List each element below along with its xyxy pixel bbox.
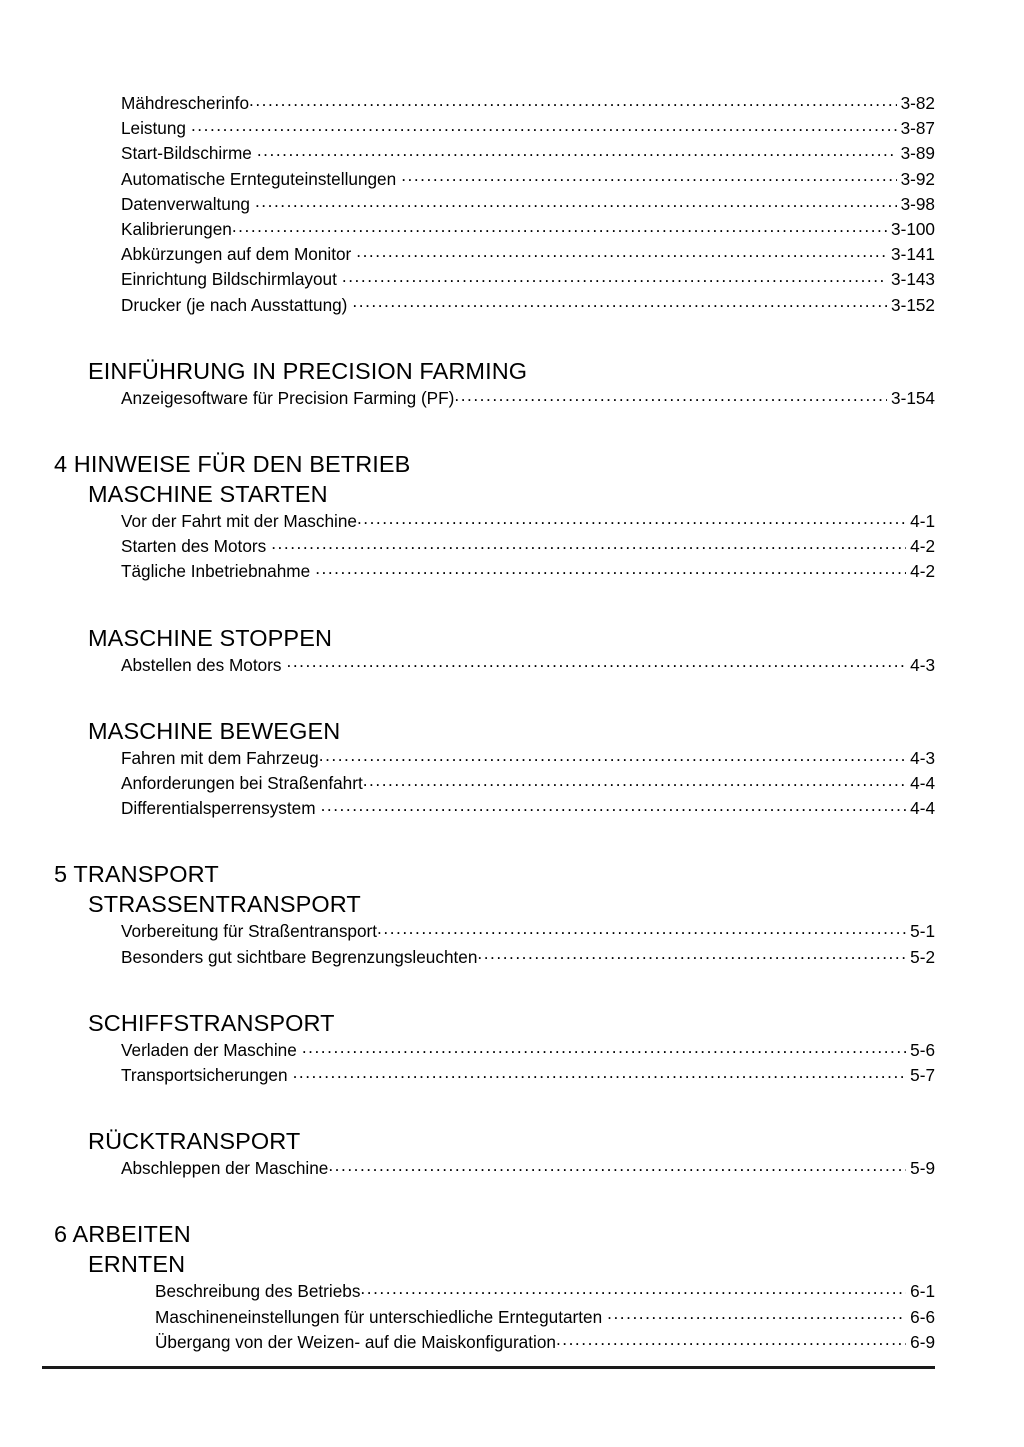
toc-entry[interactable] [0, 267, 1024, 292]
toc-entry-label: Vorbereitung für Straßentransport [121, 921, 378, 942]
section-spacer [0, 1088, 1024, 1126]
dot-leader [607, 1305, 906, 1322]
toc-entry-label: Tägliche Inbetriebnahme [121, 561, 311, 582]
dot-leader [257, 142, 897, 159]
section-spacer [0, 970, 1024, 1008]
toc-page-number: 3-143 [891, 269, 935, 290]
toc-entry[interactable] [0, 796, 1024, 821]
toc-entry-label: Automatische Ernteguteinstellungen [121, 168, 397, 189]
toc-entry[interactable] [0, 746, 1024, 771]
toc-entry-label: Verladen der Maschine [121, 1039, 297, 1060]
toc-entry-list [0, 746, 1024, 822]
section-spacer [0, 411, 1024, 449]
toc-entry-list [0, 919, 1024, 969]
toc-entry-label: Starten des Motors [121, 536, 267, 557]
toc-entry-list [0, 509, 1024, 585]
toc-entry-label: Start-Bildschirme [121, 143, 252, 164]
toc-entry[interactable] [0, 1063, 1024, 1088]
toc-entry[interactable] [0, 534, 1024, 559]
dot-leader [302, 1039, 906, 1056]
dot-leader [363, 772, 906, 789]
section-heading: SCHIFFSTRANSPORT [88, 1009, 335, 1036]
dot-leader [287, 653, 907, 670]
toc-entry[interactable] [0, 141, 1024, 166]
toc-entry[interactable] [0, 509, 1024, 534]
section-heading: ERNTEN [88, 1251, 186, 1278]
toc-page-number: 4-4 [910, 798, 935, 819]
toc-entry[interactable] [0, 653, 1024, 678]
section-spacer [0, 821, 1024, 859]
toc-entry-list [0, 91, 1024, 318]
toc-entry[interactable] [0, 1279, 1024, 1304]
chapter-heading: 4 HINWEISE FÜR DEN BETRIEB [54, 451, 411, 478]
dot-leader [356, 243, 887, 260]
section-heading: MASCHINE BEWEGEN [88, 717, 341, 744]
dot-leader [321, 797, 907, 814]
toc-page-number: 4-1 [910, 511, 935, 532]
toc-page-number: 3-100 [891, 219, 935, 240]
section-heading: EINFÜHRUNG IN PRECISION FARMING [88, 357, 528, 384]
toc-page-number: 3-82 [900, 93, 935, 113]
section-heading: RÜCKTRANSPORT [88, 1128, 301, 1155]
toc-entry[interactable] [0, 91, 1024, 116]
dot-leader [352, 293, 887, 310]
toc-entry[interactable] [0, 1305, 1024, 1330]
dot-leader [401, 167, 896, 184]
toc-entry-label: Abstellen des Motors [121, 654, 282, 675]
toc-page-number: 4-2 [910, 536, 935, 557]
toc-entry[interactable] [0, 1330, 1024, 1355]
toc-entry-label: Datenverwaltung [121, 193, 250, 214]
dot-leader [328, 1157, 906, 1174]
toc-page-number: 3-89 [900, 143, 935, 164]
toc-entry-label: Beschreibung des Betriebs [155, 1281, 361, 1302]
toc-entry-label: Einrichtung Bildschirmlayout [121, 269, 337, 290]
toc-entry[interactable] [0, 386, 1024, 411]
toc-page-number: 6-1 [910, 1281, 935, 1302]
toc-page-number: 4-2 [910, 561, 935, 582]
section-heading: MASCHINE STOPPEN [88, 624, 333, 651]
dot-leader [255, 193, 897, 210]
dot-leader [454, 387, 887, 404]
toc-page-number: 3-92 [900, 168, 935, 189]
toc-entry[interactable] [0, 1156, 1024, 1181]
toc-page-number: 5-7 [910, 1065, 935, 1086]
toc-entry-label: Mähdrescherinfo [121, 93, 250, 113]
section-spacer [0, 1181, 1024, 1219]
toc-page-number: 5-1 [910, 921, 935, 942]
toc-entry-list [0, 653, 1024, 678]
toc-entry-list [0, 1038, 1024, 1088]
toc-entry-label: Fahren mit dem Fahrzeug [121, 747, 319, 768]
dot-leader [319, 747, 906, 764]
toc-entry-label: Anzeigesoftware für Precision Farming (PF) [121, 387, 455, 408]
toc-entry-label: Drucker (je nach Ausstattung) [121, 294, 348, 315]
section-spacer [0, 678, 1024, 716]
toc-entry[interactable] [0, 919, 1024, 944]
dot-leader [342, 268, 887, 285]
toc-page-number: 3-98 [900, 193, 935, 214]
toc-entry[interactable] [0, 1038, 1024, 1063]
dot-leader [360, 1280, 906, 1297]
toc-page-number: 6-6 [910, 1306, 935, 1327]
toc-entry-label: Übergang von der Weizen- auf die Maiskonfiguration [155, 1331, 556, 1352]
dot-leader [271, 535, 906, 552]
toc-page-number: 5-6 [910, 1039, 935, 1060]
toc-entry[interactable] [0, 192, 1024, 217]
toc-entry[interactable] [0, 771, 1024, 796]
dot-leader [315, 560, 906, 577]
toc-entry-label: Differentialsperrensystem [121, 798, 316, 819]
toc-entry-label: Anforderungen bei Straßenfahrt [121, 773, 363, 794]
toc-page-number: 3-154 [891, 387, 935, 408]
toc-entry[interactable] [0, 945, 1024, 970]
toc-page-number: 3-141 [891, 244, 935, 265]
toc-entry-label: Transportsicherungen [121, 1065, 288, 1086]
toc-entry[interactable] [0, 242, 1024, 267]
toc-entry-label: Kalibrierungen [121, 219, 232, 240]
toc-page-number: 4-3 [910, 654, 935, 675]
dot-leader [377, 920, 906, 937]
section-heading: STRASSENTRANSPORT [88, 891, 361, 918]
toc-page-number: 4-4 [910, 773, 935, 794]
section-spacer [0, 318, 1024, 356]
toc-entry-label: Abschleppen der Maschine [121, 1158, 329, 1179]
dot-leader [232, 218, 887, 235]
dot-leader [357, 510, 906, 527]
toc-entry[interactable] [0, 217, 1024, 242]
dot-leader [293, 1064, 907, 1081]
toc-entry[interactable] [0, 167, 1024, 192]
chapter-heading: 6 ARBEITEN [54, 1221, 191, 1248]
toc-entry-label: Vor der Fahrt mit der Maschine [121, 511, 357, 532]
toc-entry-list [0, 1156, 1024, 1181]
toc-page-number: 5-9 [910, 1158, 935, 1179]
section-spacer [0, 585, 1024, 623]
toc-entry-label: Leistung [121, 118, 186, 139]
toc-entry-label: Maschineneinstellungen für unterschiedliche Erntegutarten [155, 1306, 603, 1327]
toc-entry-list [0, 1279, 1024, 1355]
section-heading: MASCHINE STARTEN [88, 481, 328, 508]
toc-page-number: 4-3 [910, 747, 935, 768]
chapter-heading: 5 TRANSPORT [54, 861, 219, 888]
toc-page-number: 5-2 [910, 946, 935, 967]
dot-leader [556, 1331, 906, 1348]
dot-leader [191, 117, 897, 134]
toc-entry[interactable] [0, 293, 1024, 318]
toc-entry-list [0, 386, 1024, 411]
footer-rule [42, 1366, 935, 1369]
toc-entry-label: Besonders gut sichtbare Begrenzungsleuchten [121, 946, 478, 967]
toc-page-number: 3-87 [900, 118, 935, 139]
dot-leader [477, 945, 906, 962]
toc-entry[interactable] [0, 116, 1024, 141]
toc-page-number: 6-9 [910, 1331, 935, 1352]
toc-entry[interactable] [0, 559, 1024, 584]
toc-page-number: 3-152 [891, 294, 935, 315]
dot-leader [249, 92, 897, 109]
toc-entry-label: Abkürzungen auf dem Monitor [121, 244, 352, 265]
